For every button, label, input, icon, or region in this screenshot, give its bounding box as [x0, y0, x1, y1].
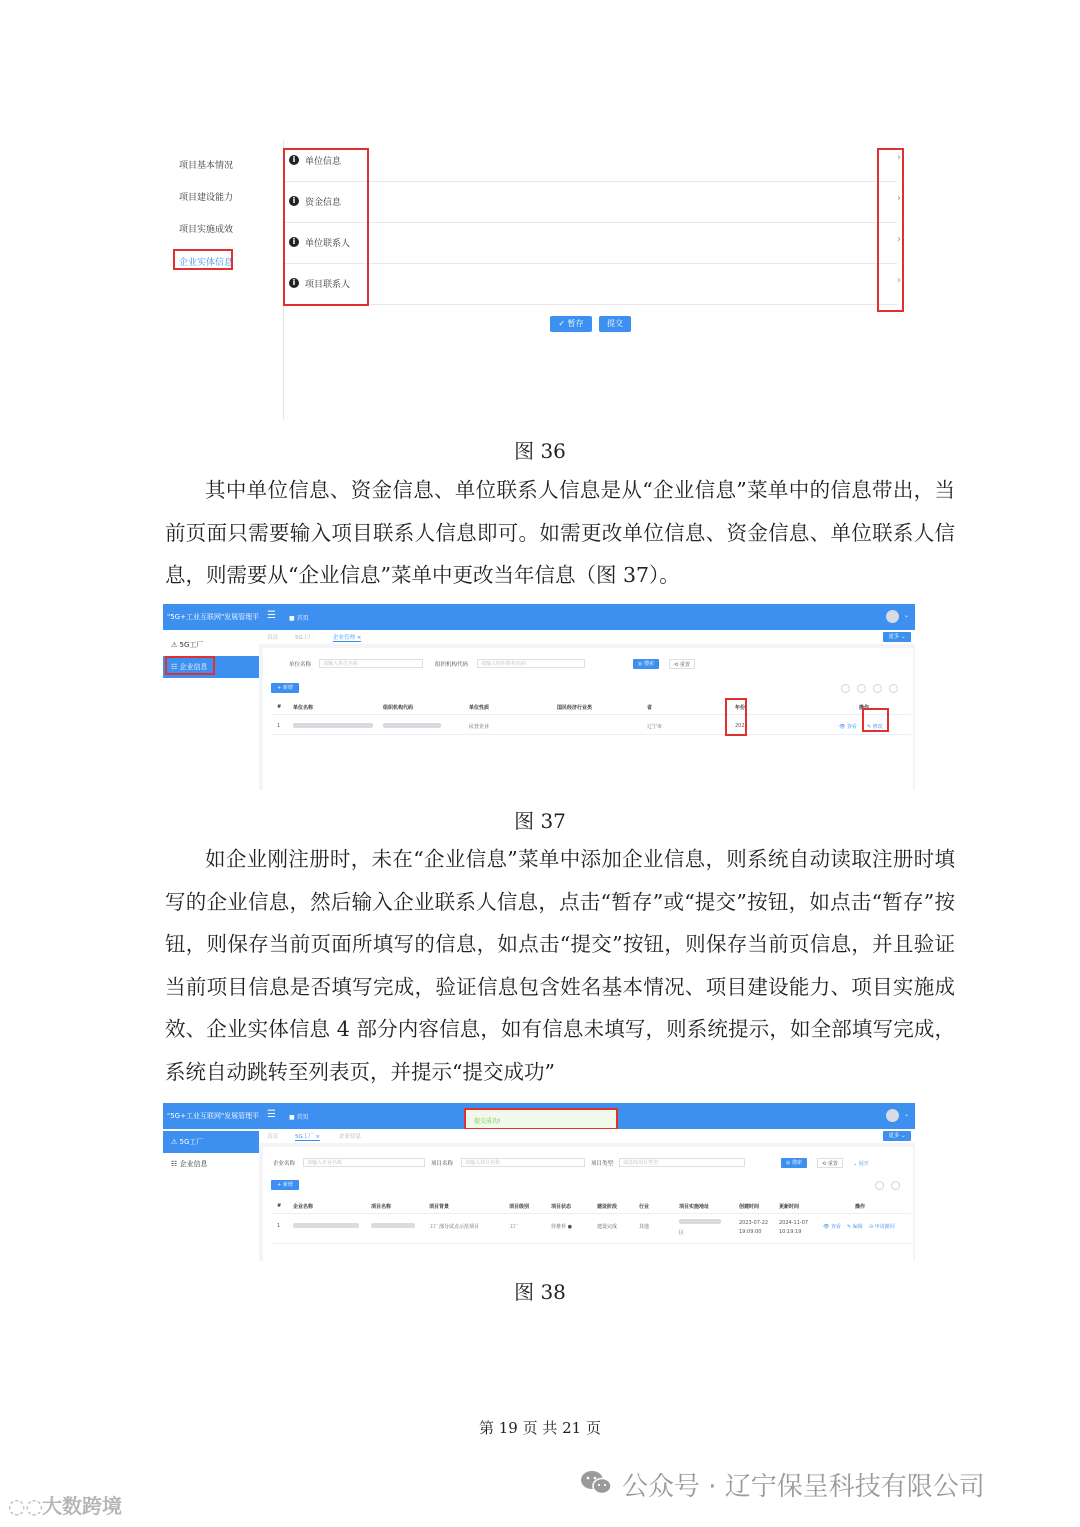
redacted-org-code — [383, 723, 441, 728]
redacted-project — [371, 1223, 415, 1228]
tab-bar — [259, 630, 915, 644]
avatar[interactable] — [886, 1109, 899, 1122]
toast-text: 提交成功! — [474, 1118, 501, 1125]
chevron-right-icon[interactable]: › — [897, 193, 901, 204]
more-button[interactable]: 更多 ⌄ — [883, 632, 911, 642]
figure-38 — [163, 1103, 915, 1261]
redacted-enterprise — [293, 1223, 359, 1228]
divider — [271, 734, 911, 735]
label-org-code: 组织机构代码 — [435, 662, 469, 668]
breadcrumb[interactable]: ■ 首页 — [289, 615, 309, 622]
cell-province: 辽宁市 — [647, 724, 663, 730]
tab-home[interactable]: 首页 — [267, 1134, 279, 1140]
content-card — [263, 1147, 913, 1261]
col-project: 项目名称 — [371, 1204, 392, 1210]
sidebar — [163, 1129, 259, 1261]
more-button[interactable]: 更多 ⌄ — [883, 1131, 911, 1141]
col-org-code: 组织机构代码 — [383, 705, 414, 711]
col-actions: 操作 — [855, 1204, 866, 1210]
paragraph-2: 如企业刚注册时，未在“企业信息”菜单中添加企业信息，则系统自动读取注册时填写的企业信息，然后输入企业联系人信息，点击“暂存”或“提交”按钮，如点击“暂存”按钮，则保存当前页面所填写的信息，如点击“提交”按钮，则保存当前页信息，并且验证当前项目信息是否填写完成，验证信息包含姓名基本情况、项目建设能力、项目实施成效、企业实体信息 4 部分内容信息，如有信息未填写，则系统提示，如全部填写完成，系统自动跳转至列表页，并提示“提交成功” — [165, 847, 955, 1084]
org-code-input[interactable]: 请输入组织机构代码 — [477, 659, 585, 668]
figure-37 — [163, 604, 915, 790]
section-label: 资金信息 — [305, 198, 342, 208]
grid-icon[interactable] — [889, 684, 898, 693]
refresh-icon[interactable] — [875, 1181, 884, 1190]
sidebar — [163, 630, 259, 790]
watermark-brand — [8, 1490, 122, 1519]
highlight-box — [173, 249, 233, 270]
app-brand: "5G+工业互联网"发展管理平 — [167, 1112, 260, 1120]
col-actions: 操作 — [859, 705, 870, 711]
tab-5g-factory[interactable]: 5G工厂 — [295, 635, 314, 641]
col-province: 省 — [647, 705, 653, 711]
col-industry: 行业 — [639, 1204, 650, 1210]
col-level: 项目级别 — [509, 1204, 530, 1210]
tab-bar — [259, 1129, 915, 1143]
top-bar — [163, 604, 915, 630]
col-status: 项目状态 — [551, 1204, 572, 1210]
project-name-input[interactable]: 请输入项目名称 — [461, 1158, 585, 1167]
watermark-account: 公众号 · 辽宁保呈科技有限公司 — [622, 1472, 985, 1502]
cell-status: 待推荐 ● — [551, 1224, 572, 1230]
cell-background: 工厂部分试点示范项目 — [429, 1224, 480, 1230]
highlight-box — [283, 148, 369, 306]
cell-industry: 其他 — [639, 1224, 650, 1230]
view-link[interactable]: 👁 查看 — [839, 724, 857, 730]
paragraph-1: 其中单位信息、资金信息、单位联系人信息是从“企业信息”菜单中的信息带出，当前页面只需要输入项目联系人信息即可。如需更改单位信息、资金信息、单位联系人信息，则需要从“企业信息”菜单中更改当年信息（图 37）。 — [165, 478, 955, 587]
reset-button[interactable]: ⟲ 重置 — [817, 1158, 843, 1168]
search-icon[interactable] — [873, 684, 882, 693]
info-icon: i — [289, 237, 299, 247]
divider — [271, 1243, 911, 1244]
enterprise-name-input[interactable]: 请输入企业名称 — [303, 1158, 425, 1167]
label-unit-name: 单位名称 — [289, 662, 312, 668]
search-button[interactable]: ◎ 搜索 — [781, 1158, 807, 1168]
cell-level: 工厂 — [509, 1224, 520, 1230]
page-footer: 第 19 页 共 21 页 — [478, 1419, 601, 1437]
withdraw-link[interactable]: ⊙ 申请撤回 — [869, 1224, 895, 1230]
cell-index: 1 — [277, 723, 281, 729]
cell-stage: 建设完成 — [597, 1224, 618, 1230]
unit-name-input[interactable]: 请输入单位名称 — [319, 659, 423, 668]
col-enterprise: 企业名称 — [293, 1204, 314, 1210]
breadcrumb[interactable]: ■ 首页 — [289, 1114, 309, 1121]
cell-nature: 民营企业 — [469, 724, 490, 730]
section-unit-info[interactable] — [285, 140, 901, 182]
sidebar-item-capacity[interactable]: 项目建设能力 — [179, 193, 234, 203]
caption-36: 图 36 — [514, 439, 566, 463]
view-link[interactable]: 👁 查看 — [823, 1224, 841, 1230]
label-enterprise-name: 企业名称 — [273, 1161, 296, 1167]
highlight-box — [862, 708, 889, 732]
tab-5g-factory[interactable]: 5G工厂 × — [295, 1134, 321, 1140]
highlight-box — [165, 656, 215, 675]
success-toast — [464, 1108, 618, 1130]
caption-38: 图 38 — [514, 1280, 566, 1304]
section-label: 项目联系人 — [305, 280, 351, 290]
label-project-type: 项目类型 — [591, 1161, 614, 1167]
tab-home[interactable]: 首页 — [267, 635, 279, 641]
search-icon[interactable] — [891, 1181, 900, 1190]
content-card — [263, 648, 913, 790]
cell-address-tail: 区 — [679, 1230, 685, 1236]
chevron-right-icon[interactable]: › — [897, 234, 901, 245]
section-unit-contact[interactable] — [285, 222, 901, 264]
submit-button[interactable]: 提交 — [599, 316, 631, 332]
divider — [271, 1213, 911, 1214]
col-stage: 建设阶段 — [597, 1204, 618, 1210]
cell-index: 1 — [277, 1223, 281, 1229]
section-label: 单位信息 — [305, 157, 342, 167]
tab-enterprise[interactable]: 企业管理 × — [333, 635, 362, 641]
label-project-name: 项目名称 — [431, 1161, 454, 1167]
col-industry: 国民经济行业类 — [557, 705, 593, 711]
app-brand: "5G+工业互联网"发展管理平 — [167, 613, 260, 621]
watermark-brand-text: 大数跨境 — [42, 1494, 122, 1518]
sidebar-item-enterprise[interactable]: ☷ 企业信息 — [163, 656, 259, 678]
info-icon: i — [289, 278, 299, 288]
sidebar-item-basic[interactable]: 项目基本情况 — [179, 161, 234, 171]
info-icon: i — [289, 155, 299, 165]
settings-icon[interactable] — [857, 684, 866, 693]
figure-36 — [165, 140, 915, 422]
add-button[interactable]: + 新增 — [271, 1180, 299, 1190]
col-address: 项目实施地址 — [679, 1204, 710, 1210]
redacted-address — [679, 1219, 721, 1224]
search-button[interactable]: ◎ 搜索 — [633, 659, 659, 669]
section-label: 单位联系人 — [305, 239, 351, 249]
add-button[interactable]: + 新增 — [271, 683, 299, 693]
sidebar-item-entity[interactable]: 企业实体信息 — [179, 258, 234, 268]
avatar[interactable] — [886, 610, 899, 623]
wechat-icon — [579, 1468, 613, 1496]
edit-link[interactable]: ✎ 编辑 — [847, 1224, 863, 1230]
col-unit-name: 单位名称 — [293, 705, 314, 711]
project-type-select[interactable]: 请选择项目类型 — [619, 1158, 745, 1167]
sidebar-item-5g-factory[interactable]: ⚠ 5G工厂 — [171, 641, 204, 649]
reset-button[interactable]: ⟲ 重置 — [669, 659, 695, 669]
cell-updated: 2024-11-07 10:19:19 — [779, 1220, 809, 1235]
col-year: 年份 — [735, 705, 746, 711]
menu-icon[interactable]: ☰ — [267, 610, 276, 621]
highlight-box — [877, 148, 904, 312]
divider — [271, 714, 911, 715]
section-fund-info[interactable] — [285, 181, 901, 223]
watermark-logo-icon: ◌◌ — [8, 1494, 43, 1518]
chevron-right-icon[interactable]: › — [897, 275, 901, 286]
cell-created: 2023-07-22 19:09:00 — [739, 1220, 769, 1235]
highlight-box — [725, 698, 747, 736]
caption-37: 图 37 — [514, 809, 566, 833]
chevron-down-icon[interactable]: ⌄ — [903, 612, 909, 619]
col-index: # — [277, 1203, 282, 1209]
col-created: 创建时间 — [739, 1204, 760, 1210]
sidebar-item-5g-factory[interactable]: ⚠ 5G工厂 — [163, 1131, 259, 1153]
expand-link[interactable]: ⌄ 展开 — [853, 1161, 869, 1167]
chevron-down-icon[interactable]: ⌄ — [903, 1111, 909, 1118]
tab-enterprise[interactable]: 企业信息 — [339, 1134, 362, 1140]
sidebar-item-enterprise[interactable]: ☷ 企业信息 — [171, 1160, 208, 1168]
section-project-contact[interactable] — [285, 263, 901, 305]
col-index: # — [277, 704, 282, 710]
col-updated: 更新时间 — [779, 1204, 800, 1210]
cell-year: 2023 — [735, 723, 748, 729]
chevron-right-icon[interactable]: › — [897, 152, 901, 163]
edit-link[interactable]: ✎ 修改 — [867, 724, 883, 730]
col-background: 项目背景 — [429, 1204, 450, 1210]
col-nature: 单位性质 — [469, 705, 490, 711]
save-draft-button[interactable]: ✓ 暂存 — [550, 316, 592, 332]
sidebar-item-results[interactable]: 项目实施成效 — [179, 225, 234, 235]
info-icon: i — [289, 196, 299, 206]
menu-icon[interactable]: ☰ — [267, 1109, 276, 1120]
redacted-unit-name — [293, 723, 373, 728]
refresh-icon[interactable] — [841, 684, 850, 693]
